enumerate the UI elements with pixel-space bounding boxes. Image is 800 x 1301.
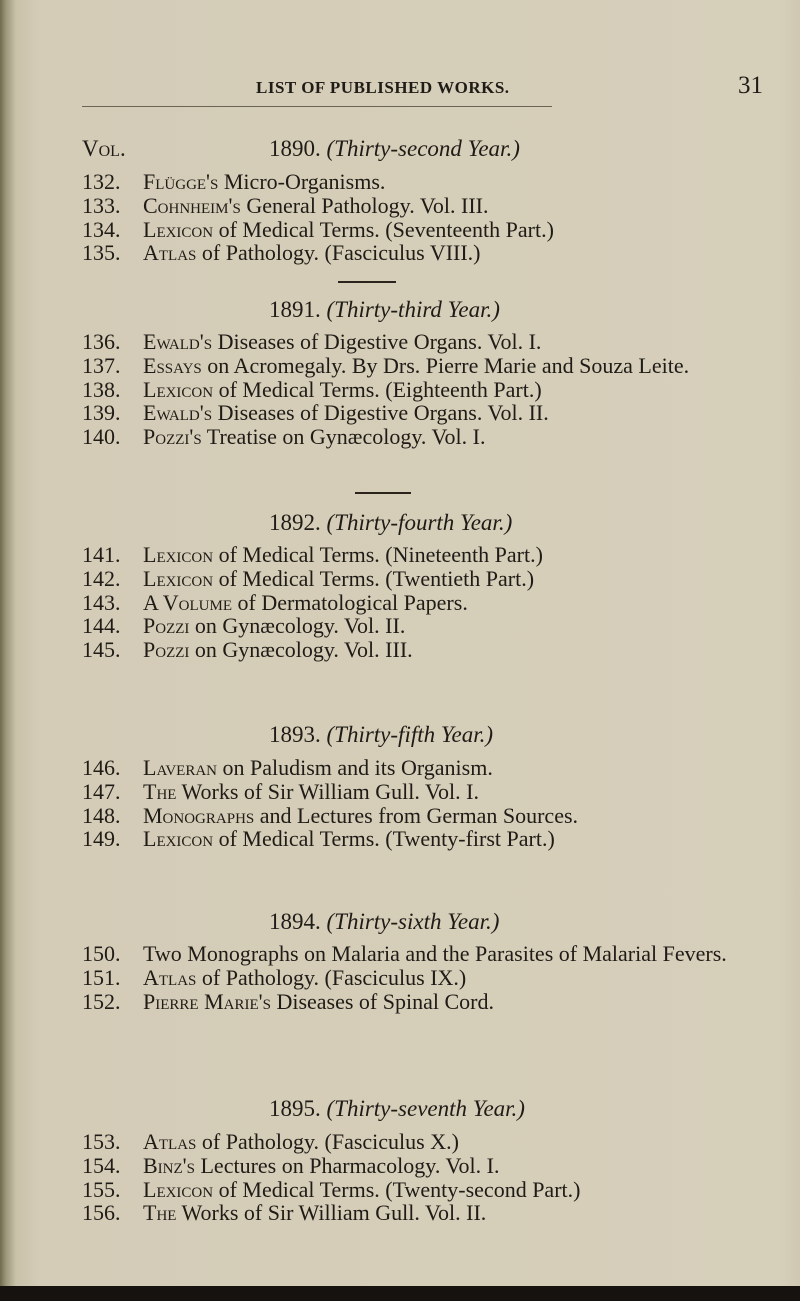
entry-title: on Acromegaly. By Drs. Pierre Marie and Souza Leite. xyxy=(201,352,690,378)
list-item xyxy=(82,1178,782,1202)
entry-title: of Medical Terms. (Eighteenth Part.) xyxy=(213,376,542,402)
entry-author: Lexicon xyxy=(143,216,214,242)
entry-list-1894 xyxy=(82,942,782,1013)
entry-number: 136. xyxy=(82,329,121,354)
entry-author: Monographs xyxy=(143,802,255,828)
entry-author: Essays xyxy=(143,352,202,378)
entry-title: of Pathology. (Fasciculus VIII.) xyxy=(196,240,481,266)
section-label: (Thirty-seventh Year.) xyxy=(326,1096,525,1121)
entry-number: 145. xyxy=(82,637,121,663)
entry-number: 148. xyxy=(82,802,121,828)
list-item xyxy=(82,804,782,828)
list-item xyxy=(82,614,782,638)
list-item xyxy=(82,378,782,402)
column-label: Vol. xyxy=(82,136,126,161)
running-head: LIST OF PUBLISHED WORKS. xyxy=(256,78,510,97)
list-item xyxy=(82,1154,782,1178)
section-year-line xyxy=(269,136,520,162)
section-heading-1892 xyxy=(269,510,512,536)
list-item xyxy=(82,354,782,378)
entry-author: Lexicon xyxy=(143,1176,214,1202)
entry-title: of Dermatological Papers. xyxy=(232,589,468,615)
section-heading-1894 xyxy=(269,909,499,935)
page-header xyxy=(0,72,800,102)
entry-author: Pierre Marie's xyxy=(143,988,271,1014)
list-item xyxy=(82,241,782,265)
section-heading-1891 xyxy=(269,297,500,323)
entry-number: 155. xyxy=(82,1176,121,1202)
entry-author: Cohnheim's xyxy=(143,192,241,218)
entry-number: 132. xyxy=(82,169,121,194)
page-bottom-edge xyxy=(0,1286,800,1301)
entry-number: 153. xyxy=(82,1129,121,1154)
entry-number: 146. xyxy=(82,755,121,780)
section-label: (Thirty-fourth Year.) xyxy=(326,510,513,535)
entry-list-1890 xyxy=(82,170,782,265)
entry-title: Diseases of Spinal Cord. xyxy=(270,988,494,1014)
entry-number: 139. xyxy=(82,400,121,426)
section-label: (Thirty-sixth Year.) xyxy=(326,909,500,934)
section-year: 1890. xyxy=(269,136,321,161)
entry-number: 149. xyxy=(82,826,121,852)
entry-number: 137. xyxy=(82,352,121,378)
entry-list-1892 xyxy=(82,543,782,662)
entry-title: on Gynæcology. Vol. III. xyxy=(189,637,413,663)
entry-author: A Volume xyxy=(143,589,232,615)
entry-title: Two Monographs on Malaria and the Parasites of Malarial Fevers. xyxy=(143,941,727,966)
entry-title: of Pathology. (Fasciculus IX.) xyxy=(196,964,467,990)
entry-author: Atlas xyxy=(143,1129,197,1154)
section-year: 1893. xyxy=(269,722,321,747)
entry-number: 138. xyxy=(82,376,121,402)
entry-list-1895 xyxy=(82,1130,782,1225)
list-item xyxy=(82,638,782,662)
entry-title: of Pathology. (Fasciculus X.) xyxy=(196,1129,459,1154)
list-item xyxy=(82,780,782,804)
section-divider xyxy=(338,281,396,283)
entry-author: Binz's xyxy=(143,1152,195,1178)
entry-title: of Medical Terms. (Nineteenth Part.) xyxy=(213,542,543,567)
page-number: 31 xyxy=(738,72,763,99)
entry-author: Atlas xyxy=(143,964,197,990)
entry-author: Lexicon xyxy=(143,565,214,591)
entry-title: Works of Sir William Gull. Vol. II. xyxy=(176,1200,487,1226)
entry-number: 134. xyxy=(82,216,121,242)
entry-list-1893 xyxy=(82,756,782,851)
section-year: 1892. xyxy=(269,510,321,535)
entry-author: Lexicon xyxy=(143,376,214,402)
entry-title: Diseases of Digestive Organs. Vol. I. xyxy=(212,329,542,354)
section-year: 1894. xyxy=(269,909,321,934)
entry-title: on Paludism and its Organism. xyxy=(217,755,493,780)
entry-title: General Pathology. Vol. III. xyxy=(240,192,489,218)
entry-number: 141. xyxy=(82,542,121,567)
entry-number: 152. xyxy=(82,988,121,1014)
entry-number: 142. xyxy=(82,565,121,591)
section-heading-1895 xyxy=(269,1096,525,1122)
entry-title: of Medical Terms. (Twenty-second Part.) xyxy=(213,1176,581,1202)
entry-title: and Lectures from German Sources. xyxy=(254,802,579,828)
entry-number: 151. xyxy=(82,964,121,990)
entry-author: The xyxy=(143,778,177,804)
list-item xyxy=(82,425,782,449)
list-item xyxy=(82,194,782,218)
entry-title: on Gynæcology. Vol. II. xyxy=(189,613,406,639)
entry-number: 133. xyxy=(82,192,121,218)
entry-number: 147. xyxy=(82,778,121,804)
entry-author: Pozzi xyxy=(143,613,190,639)
list-item xyxy=(82,218,782,242)
section-divider xyxy=(355,492,411,494)
entry-author: Laveran xyxy=(143,755,218,780)
entry-author: Lexicon xyxy=(143,542,214,567)
entry-title: Diseases of Digestive Organs. Vol. II. xyxy=(212,400,549,426)
section-label: (Thirty-fifth Year.) xyxy=(326,722,494,747)
entry-number: 135. xyxy=(82,240,121,266)
list-item xyxy=(82,966,782,990)
list-item xyxy=(82,1130,782,1154)
entry-number: 144. xyxy=(82,613,121,639)
entry-title: Works of Sir William Gull. Vol. I. xyxy=(176,778,479,804)
entry-author: The xyxy=(143,1200,177,1226)
entry-number: 140. xyxy=(82,424,121,450)
entry-author: Flügge's xyxy=(143,169,219,194)
list-item xyxy=(82,827,782,851)
entry-number: 150. xyxy=(82,941,121,966)
entry-title: of Medical Terms. (Seventeenth Part.) xyxy=(213,216,554,242)
entry-number: 143. xyxy=(82,589,121,615)
list-item xyxy=(82,1201,782,1225)
list-item xyxy=(82,591,782,615)
entry-number: 156. xyxy=(82,1200,121,1226)
entry-author: Ewald's xyxy=(143,400,213,426)
entry-title: of Medical Terms. (Twentieth Part.) xyxy=(213,565,535,591)
entry-author: Pozzi xyxy=(143,637,190,663)
entry-list-1891 xyxy=(82,330,782,449)
section-label: (Thirty-third Year.) xyxy=(326,297,500,322)
list-item xyxy=(82,330,782,354)
header-rule xyxy=(82,106,552,107)
list-item xyxy=(82,942,782,966)
list-item xyxy=(82,543,782,567)
entry-title: Lectures on Pharmacology. Vol. I. xyxy=(194,1152,500,1178)
list-item xyxy=(82,567,782,591)
list-item xyxy=(82,756,782,780)
entry-author: Ewald's xyxy=(143,329,213,354)
entry-title: of Medical Terms. (Twenty-first Part.) xyxy=(213,826,555,852)
entry-number: 154. xyxy=(82,1152,121,1178)
entry-author: Lexicon xyxy=(143,826,214,852)
section-year: 1891. xyxy=(269,297,321,322)
section-year: 1895. xyxy=(269,1096,321,1121)
section-label: (Thirty-second Year.) xyxy=(326,136,520,161)
entry-author: Atlas xyxy=(143,240,197,266)
entry-author: Pozzi's xyxy=(143,424,202,450)
entry-title: Treatise on Gynæcology. Vol. I. xyxy=(201,424,486,450)
entry-title: Micro-Organisms. xyxy=(218,169,386,194)
section-heading-1893 xyxy=(269,722,493,748)
list-item xyxy=(82,990,782,1014)
list-item xyxy=(82,170,782,194)
list-item xyxy=(82,401,782,425)
